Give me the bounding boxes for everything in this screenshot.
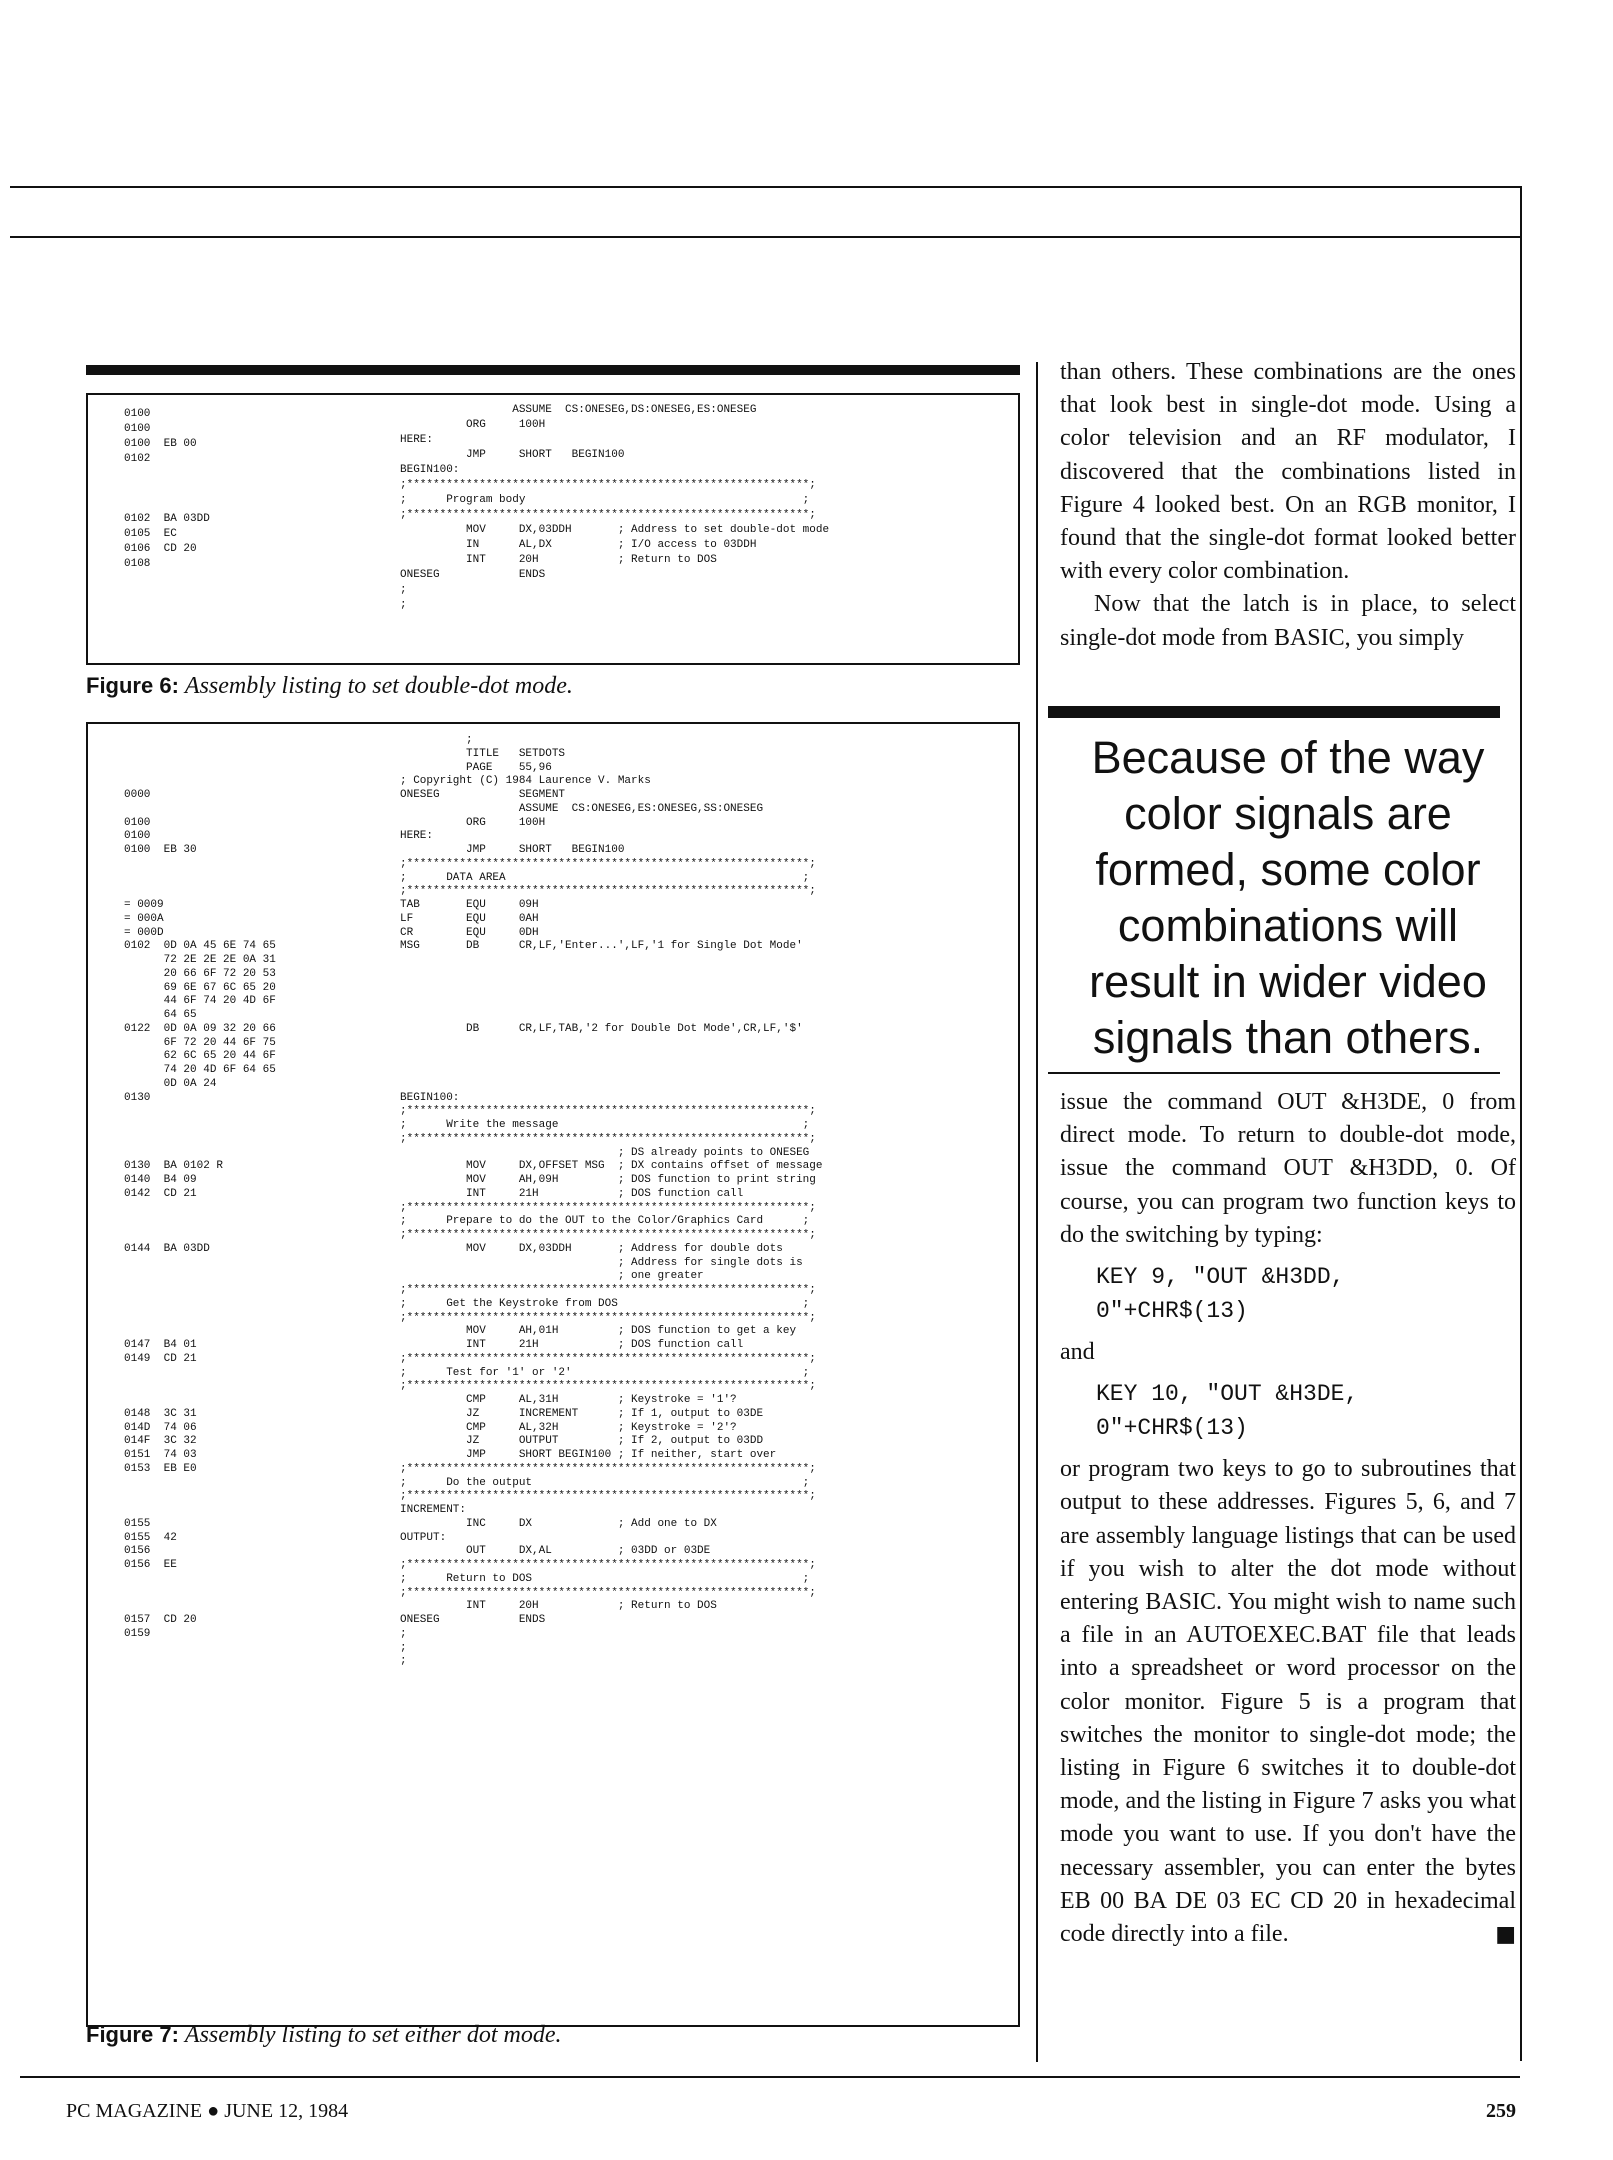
figure6-caption-label: Figure 6: <box>86 673 179 698</box>
body-text-bottom <box>1060 1086 1516 1951</box>
pullquote: Because of the way color signals are formed, some color combinations will result in wider video signals than others. <box>1089 732 1487 1063</box>
figure7-listing-box <box>86 722 1020 2027</box>
figure6-heavy-rule <box>86 365 1020 375</box>
footer-page-number: 259 <box>1486 2100 1516 2122</box>
figure6-caption-text: Assembly listing to set double-dot mode. <box>184 673 573 699</box>
code-key9: KEY 9, "OUT &H3DD, 0"+CHR$(13) <box>1096 1264 1345 1325</box>
bottom-rule <box>20 2076 1520 2078</box>
figure7-source-column: ; TITLE SETDOTS PAGE 55,96 ; Copyright (C) 1984 Laurence V. Marks ONESEG SEGMENT ASSUME CS:ONESEG,ES:ONESEG,SS:ONESEG ORG 100H HERE: JMP SHORT BEGIN100 ;*************************************************************; ; DATA AREA ; ;*************************************************************; TAB EQU 09H LF EQU 0AH CR EQU 0DH MSG DB CR,LF,'Enter...',LF,'1 for Single Dot Mode' DB CR,LF,TAB,'2 for Double Dot Mode',CR,LF,'$' BEGIN100: ;*************************************************************; ; Write the message ; ;*************************************************************; ; DS already points to ONESEG MOV DX,OFFSET MSG ; DX contains offset of message MOV AH,09H ; DOS function to print string INT 21H ; DOS function call ;*************************************************************; ; Prepare to do the OUT to the Color/Graphics Card ; ;*************************************************************; MOV DX,03DDH ; Address for double dots ; Address for single dots is ; one greater ;*************************************************************; ; Get the Keystroke from DOS ; ;*************************************************************; MOV AH,01H ; DOS function to get a key INT 21H ; DOS function call ;*************************************************************; ; Test for '1' or '2' ; ;*************************************************************; CMP AL,31H ; Keystroke = '1'? JZ INCREMENT ; If 1, output to 03DE CMP AL,32H ; Keystroke = '2'? JZ OUTPUT ; If 2, output to 03DD JMP SHORT BEGIN100 ; If neither, start over ;*************************************************************; ; Do the output ; ;*************************************************************; INCREMENT: INC DX ; Add one to DX OUTPUT: OUT DX,AL ; 03DD or 03DE ;*************************************************************; ; Return to DOS ; ;*************************************************************; INT 20H ; Return to DOS ONESEG ENDS ; ; ; <box>400 734 823 1668</box>
body-text-top <box>1060 356 1516 655</box>
page-right-border <box>1520 186 1522 2061</box>
pullquote-bottom-rule <box>1048 1072 1500 1074</box>
paragraph-4 <box>1060 1453 1516 1951</box>
figure7-address-column: 0000 0100 0100 0100 EB 30 = 0009 = 000A = 000D 0102 0D 0A 45 6E 74 65 72 2E 2E 2E 0A 31 20 66 6F 72 20 53 69 6E 67 6C 65 20 44 6F 74 20 4D 6F 64 65 0122 0D 0A 09 32 20 66 6F 72 20 44 6F 75 62 6C 65 20 44 6F 74 20 4D 6F 64 65 0D 0A 24 0130 0130 BA 0102 R 0140 B4 09 0142 CD 21 0144 BA 03DD 0147 B4 01 0149 CD 21 0148 3C 31 014D 74 06 014F 3C 32 0151 74 03 0153 EB E0 0155 0155 42 0156 0156 EE 0157 CD 20 0159 <box>124 789 276 1640</box>
footer-magazine-date: PC MAGAZINE ● JUNE 12, 1984 <box>66 2100 349 2122</box>
end-of-article-mark: ■ <box>1495 1922 1516 1948</box>
pullquote-top-rule <box>1048 706 1500 718</box>
top-rule-upper <box>10 186 1522 188</box>
figure6-caption <box>86 673 573 700</box>
figure6-source-column: ASSUME CS:ONESEG,DS:ONESEG,ES:ONESEG ORG 100H HERE: JMP SHORT BEGIN100 BEGIN100: ;*************************************************************; ; Program body ; ;*************************************************************; MOV DX,03DDH ; Address to set double-dot mode IN AL,DX ; I/O access to 03DDH INT 20H ; Return to DOS ONESEG ENDS ; ; <box>400 404 830 611</box>
figure6-address-column: 0100 0100 0100 EB 00 0102 0102 BA 03DD 0105 EC 0106 CD 20 0108 <box>124 408 210 570</box>
code-key10: KEY 10, "OUT &H3DE, 0"+CHR$(13) <box>1096 1381 1359 1442</box>
figure7-caption-text: Assembly listing to set either dot mode. <box>184 2022 562 2048</box>
top-rule-lower <box>10 236 1522 238</box>
figure7-caption-label: Figure 7: <box>86 2022 179 2047</box>
paragraph-3: issue the command OUT &H3DE, 0 from direct mode. To return to double-dot mode, issue the command OUT &H3DD, 0. Of course, you can program two function keys to do the switching by typing: <box>1060 1089 1516 1248</box>
paragraph-2: Now that the latch is in place, to select single-dot mode from BASIC, you simply <box>1060 591 1516 651</box>
figure7-caption <box>86 2022 562 2049</box>
paragraph-1: than others. These combinations are the ones that look best in single-dot mode. Using a color television and an RF modulator, I discovered that the combinations listed in Figure 4 looked best. On an RGB monitor, I found that the single-dot format looked better with every color combination. <box>1060 359 1516 585</box>
and-text: and <box>1060 1339 1095 1366</box>
paragraph-4-text: or program two keys to go to subroutines that output to these addresses. Figures 5, 6, and 7 are assembly language listings that can be used if you wish to alter the dot mode without entering BASIC. You might wish to name such a file in an AUTOEXEC.BAT file that leads into a spreadsheet or word processor on the color monitor. Figure 5 is a program that switches the monitor to single-dot mode; the listing in Figure 6 switches it to double-dot mode, and the listing in Figure 7 asks you what mode you want to use. If you don't have the necessary assembler, you can enter the bytes EB 00 BA DE 03 EC CD 20 in hexadecimal code directly into a file. <box>1060 1456 1516 1948</box>
column-divider <box>1036 362 1038 2062</box>
figure6-listing-box <box>86 393 1020 665</box>
